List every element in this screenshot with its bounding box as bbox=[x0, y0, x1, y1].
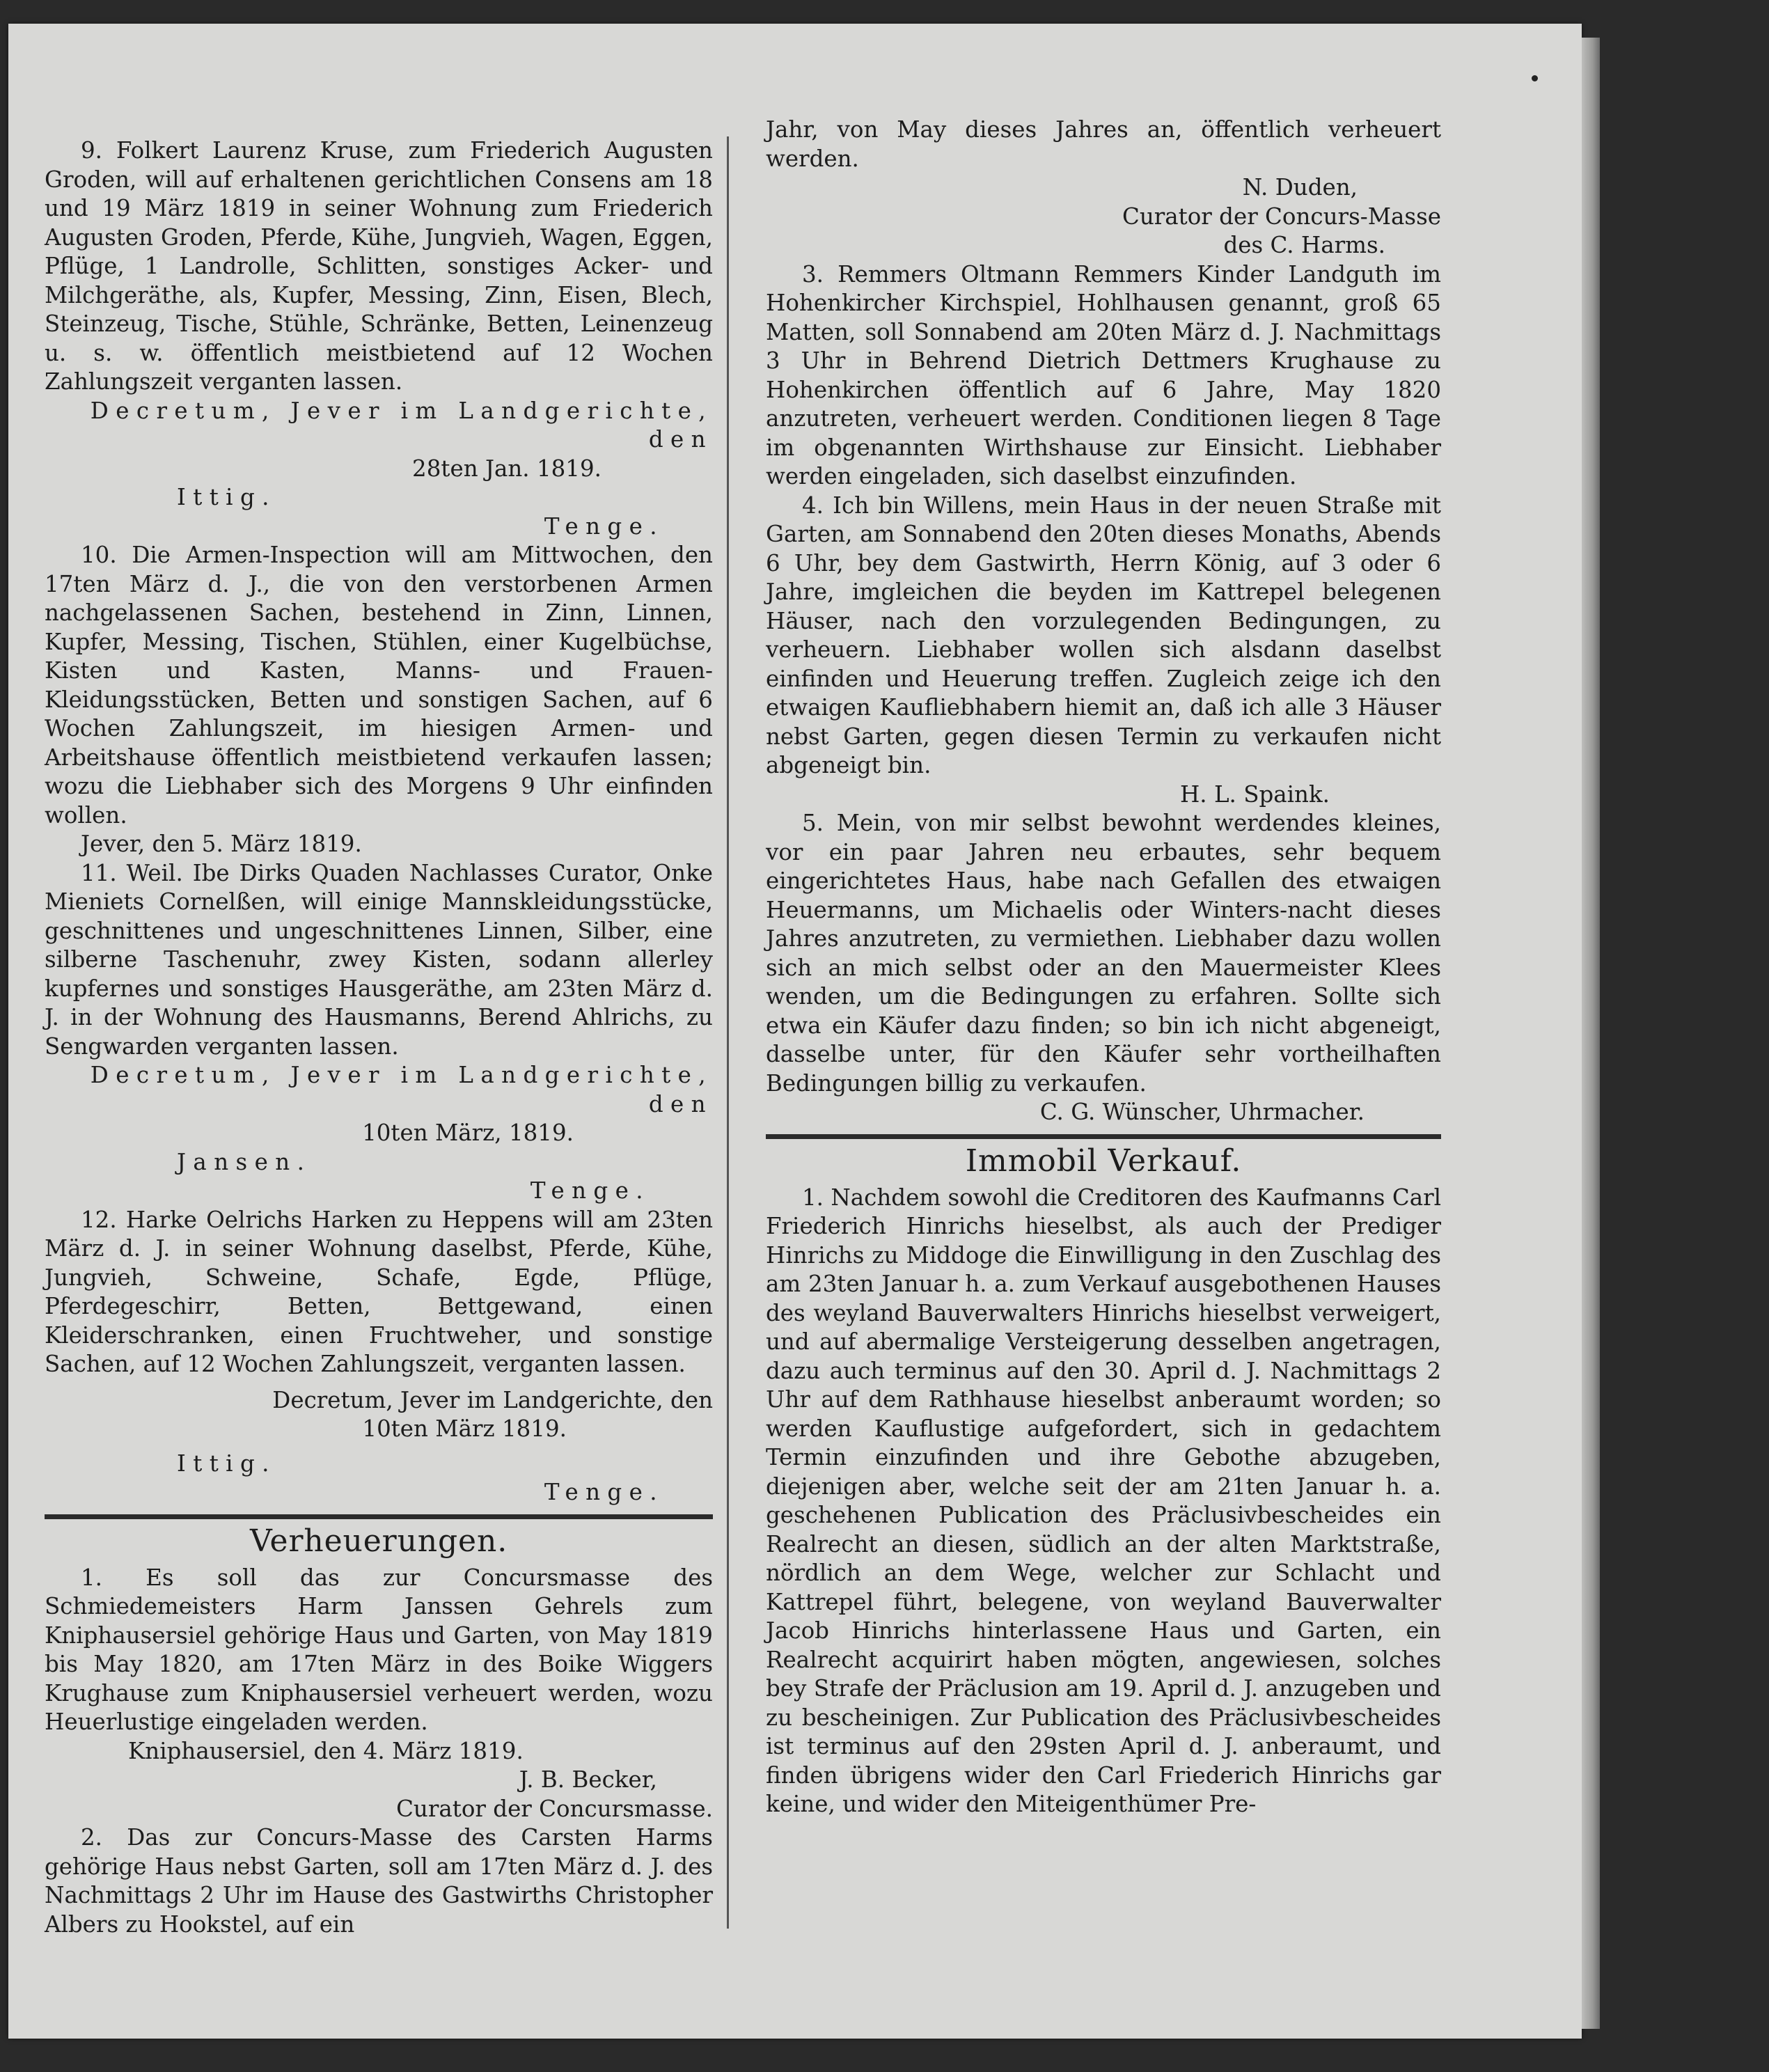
notice-10-place: Jever, den 5. März 1819. bbox=[81, 831, 362, 857]
notice-9-signature-2: Tenge. bbox=[544, 512, 664, 540]
lease-2-continued: Jahr, von May dieses Jahres an, öffentlich verheuert werden. bbox=[766, 116, 1441, 172]
notice-12-signature-2: Tenge. bbox=[544, 1479, 664, 1505]
lease-2-signature: N. Duden, bbox=[1242, 174, 1358, 201]
lease-5-text: 5. Mein, von mir selbst bewohnt werdendes kleines, vor ein paar Jahren neu erbautes, sehr bequem eingerichtetes Haus, habe nach Gefallen des etwaigen Heuermanns, um Michaelis oder Winters-nacht dieses Jahres anzutreten, zu vermiethen. Liebhaber dazu wollen sich an mich selbst oder an den Mauermeister Klees wenden, um die Bedingungen zu erfahren. Sollte sich etwa ein Käufer dazu finden; so bin ich nicht abgeneigt, dasselbe unter, für den Käufer sehr vortheilhaften Bedingungen billig zu verkaufen. bbox=[766, 810, 1441, 1097]
lease-2-role-2: des C. Harms. bbox=[1223, 232, 1385, 258]
lease-1-signature: J. B. Becker, bbox=[519, 1766, 657, 1793]
lease-4-text: 4. Ich bin Willens, mein Haus in der neuen Straße mit Garten, am Sonnabend den 20ten dieses Monaths, Abends 6 Uhr, bey dem Gastwirth, Herrn König, auf 3 oder 6 Jahre, imgleichen die beyden im Kattrepel belegenen Häuser, nach den vorzulegenden Bedingungen, zu verheuern. Liebhaber wollen sich alsdann daselbst einfinden und Heuerung treffen. Zugleich zeige ich den etwaigen Kaufliebhabern hiemit an, daß ich alle 3 Häuser nebst Garten, gegen diesen Termin zu verkaufen nicht abgeneigt bin. bbox=[766, 492, 1441, 778]
left-column bbox=[45, 136, 713, 1939]
column-divider bbox=[727, 136, 729, 1929]
notice-12-signature-1: Ittig. bbox=[177, 1450, 276, 1477]
notice-12-date: 10ten März 1819. bbox=[362, 1415, 567, 1442]
notice-10-text: 10. Die Armen-Inspection will am Mittwochen, den 17ten März d. J., die von den verstorbenen Armen nachgelassenen Sachen, bestehend in Zinn, Linnen, Kupfer, Messing, Tischen, Stühlen, einer Kugelbüchse, Kisten und Kasten, Manns- und Frauen-Kleidungsstücken, Betten und sonstigen Sachen, auf 6 Wochen Zahlungszeit, im hiesigen Armen- und Arbeitshause öffentlich meistbietend verkaufen lassen; wozu die Liebhaber sich des Morgens 9 Uhr einfinden wollen. bbox=[45, 542, 713, 829]
notice-12-text: 12. Harke Oelrichs Harken zu Heppens will am 23ten März d. J. in seiner Wohnung daselbst, Pferde, Kühe, Jungvieh, Schweine, Schafe, Egde, Pflüge, Pferdegeschirr, Betten, Bettgewand, einen Kleiderschranken, einen Fruchtweher, und sonstige Sachen, auf 12 Wochen Zahlungszeit, verganten lassen. bbox=[45, 1206, 713, 1377]
lease-2-text: 2. Das zur Concurs-Masse des Carsten Harms gehörige Haus nebst Garten, soll am 17ten März d. J. des Nachmittags 2 Uhr im Hause des Gastwirths Christopher Albers zu Hookstel, auf ein bbox=[45, 1824, 713, 1938]
notice-11-date: 10ten März, 1819. bbox=[362, 1120, 574, 1146]
notice-9-text: 9. Folkert Laurenz Kruse, zum Friederich Augusten Groden, will auf erhaltenen gerichtlichen Consens am 18 und 19 März 1819 in seiner Wohnung zum Friederich Augusten Groden, Pferde, Kühe, Jungvieh, Wagen, Eggen, Pflüge, 1 Landrolle, Schlitten, sonstiges Acker- und Milchgeräthe, als, Kupfer, Messing, Zinn, Eisen, Blech, Steinzeug, Tische, Stühle, Schränke, Betten, Leinenzeug u. s. w. öffentlich meistbietend auf 12 Wochen Zahlungszeit verganten lassen. bbox=[45, 137, 713, 395]
notice-9-signature-1: Ittig. bbox=[177, 484, 276, 510]
lease-4-signature: H. L. Spaink. bbox=[1179, 780, 1330, 808]
lease-1-role: Curator der Concursmasse. bbox=[396, 1795, 713, 1822]
notice-11-signature-1: Jansen. bbox=[177, 1148, 312, 1175]
section-rule bbox=[766, 1134, 1441, 1139]
section-heading-immobil-verkauf: Immobil Verkauf. bbox=[965, 1143, 1242, 1179]
page-edge-shadow bbox=[1582, 38, 1600, 2029]
section-heading-verheuerungen: Verheuerungen. bbox=[249, 1523, 508, 1559]
lease-2-role-1: Curator der Concurs-Masse bbox=[1122, 203, 1441, 230]
notice-11-decree: Decretum, Jever im Landgerichte, den bbox=[90, 1062, 713, 1117]
notice-12-decree: Decretum, Jever im Landgerichte, den bbox=[272, 1386, 713, 1413]
notice-9-date: 28ten Jan. 1819. bbox=[412, 455, 602, 482]
notice-9-decree: Decretum, Jever im Landgerichte, den bbox=[90, 397, 713, 453]
notice-11-text: 11. Weil. Ibe Dirks Quaden Nachlasses Curator, Onke Mieniets Cornelßen, will einige Mannskleidungsstücke, geschnittenes und ungeschnittenes Linnen, Silber, eine silberne Taschenuhr, zwey Kisten, sodann allerley kupfernes und sonstiges Hausgeräthe, am 23ten März d. J. in der Wohnung des Hausmanns, Berend Ahlrichs, zu Sengwarden verganten lassen. bbox=[45, 859, 713, 1060]
right-column bbox=[766, 116, 1441, 1819]
lease-1-place: Kniphausersiel, den 4. März 1819. bbox=[128, 1737, 524, 1764]
notice-11-signature-2: Tenge. bbox=[530, 1177, 650, 1204]
lease-1-text: 1. Es soll das zur Concursmasse des Schmiedemeisters Harm Janssen Gehrels zum Kniphausersiel gehörige Haus und Garten, von May 1819 bis May 1820, am 17ten März in des Boike Wiggers Krughause zum Kniphausersiel verheuert werden, wozu Heuerlustige eingeladen werden. bbox=[45, 1564, 713, 1735]
sale-1-text: 1. Nachdem sowohl die Creditoren des Kaufmanns Carl Friederich Hinrichs hieselbst, als auch der Prediger Hinrichs zu Middoge die Einwilligung in den Zuschlag des am 23ten Januar h. a. zum Verkauf ausgebothenen Hauses des weyland Bauverwalters Hinrichs hieselbst verweigert, und auf abermalige Versteigerung desselben angetragen, dazu auch terminus auf den 30. April d. J. Nachmittags 2 Uhr auf dem Rathhause hieselbst anberaumt worden; so werden Kauflustige aufgefordert, sich in gedachtem Termin einzufinden und ihre Gebothe abzugeben, diejenigen aber, welche seit der am 21ten Januar h. a. geschehenen Publication des Präclusivbescheides ein Realrecht an diesen, südlich an der alten Marktstraße, nördlich an dem Wege, welcher zur Schlacht und Kattrepel führt, belegene, von weyland Bauverwalter Jacob Hinrichs hinterlassene Haus und Garten, ein Realrecht acquirirt haben mögten, angewiesen, solches bey Strafe der Präclusion am 19. April d. J. anzugeben und zu bescheinigen. Zur Publication des Präclusivbescheides ist terminus auf den 29sten April d. J. anberaumt, und finden übrigens wider den Carl Friederich Hinrichs gar keine, und wider den Miteigenthümer Pre- bbox=[766, 1184, 1441, 1817]
ink-dot bbox=[1532, 75, 1538, 81]
section-rule bbox=[45, 1514, 713, 1519]
lease-5-signature: C. G. Wünscher, Uhrmacher. bbox=[1039, 1099, 1365, 1125]
lease-3-text: 3. Remmers Oltmann Remmers Kinder Landguth im Hohenkircher Kirchspiel, Hohlhausen genannt, groß 65 Matten, soll Sonnabend am 20ten März d. J. Nachmittags 3 Uhr in Behrend Dietrich Dettmers Krughause zu Hohenkirchen öffentlich auf 6 Jahre, May 1820 anzutreten, verheuert werden. Conditionen liegen 8 Tage im obgenannten Wirthshause zur Einsicht. Liebhaber werden eingeladen, sich daselbst einzufinden. bbox=[766, 260, 1441, 489]
